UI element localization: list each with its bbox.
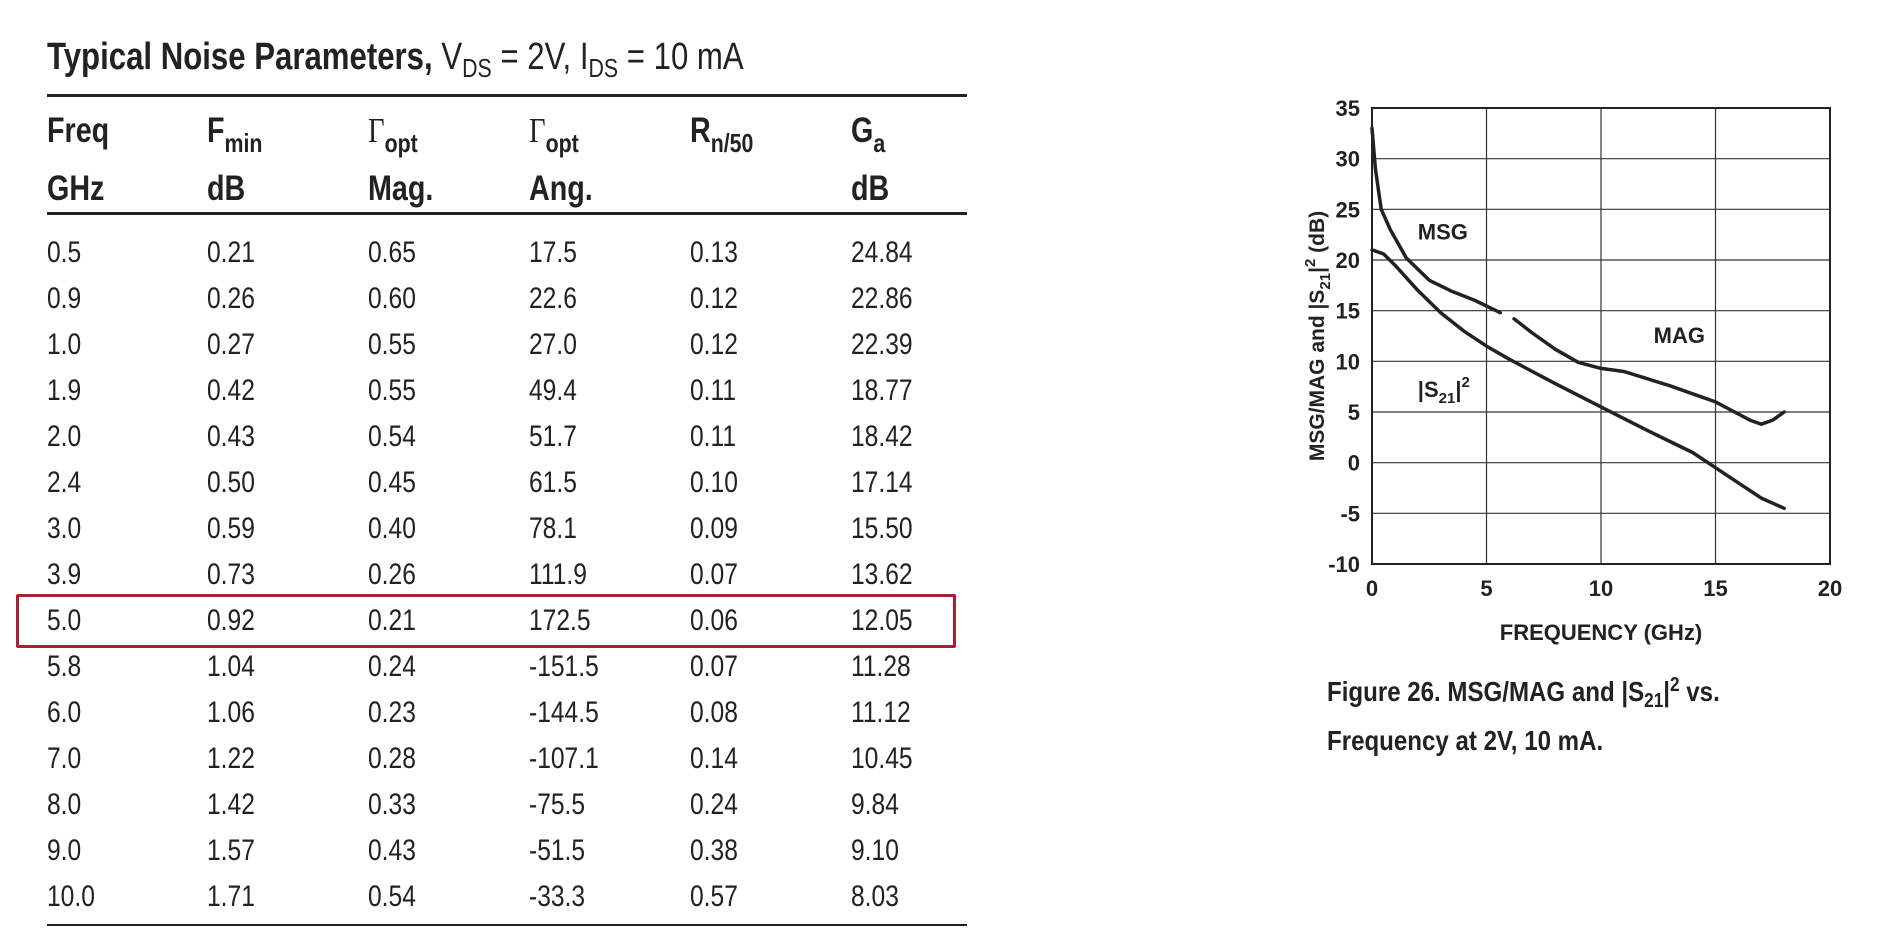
cell-rn50: 0.38 [690, 834, 738, 867]
cell-freq: 5.0 [47, 604, 82, 637]
x-tick-label: 5 [1480, 576, 1493, 601]
table-row [47, 276, 967, 322]
cell-rn50: 0.57 [690, 880, 738, 913]
cell-rn50: 0.14 [690, 742, 738, 775]
cell-gamma-mag: 0.40 [368, 512, 416, 545]
cell-gamma-mag: 0.65 [368, 236, 416, 269]
table-bottom-rule [47, 924, 967, 926]
cell-ga: 11.12 [851, 696, 911, 729]
cell-gamma-ang: 22.6 [529, 282, 577, 315]
cell-gamma-mag: 0.26 [368, 558, 416, 591]
cell-ga: 10.45 [851, 742, 913, 775]
cell-ga: 9.84 [851, 788, 899, 821]
cell-rn50: 0.07 [690, 558, 738, 591]
cell-gamma-mag: 0.60 [368, 282, 416, 315]
table-row [47, 828, 967, 874]
cell-fmin: 0.27 [207, 328, 255, 361]
cell-gamma-ang: 51.7 [529, 420, 577, 453]
y-axis-label: MSG/MAG and $|S_{21}|^2$ (dB) [1302, 210, 1334, 462]
cell-gamma-ang: -33.3 [529, 880, 586, 913]
cell-ga: 24.84 [851, 236, 913, 269]
series-annotation: $|S_{21}|^2$ [1417, 373, 1470, 407]
cell-ga: 13.62 [851, 558, 913, 591]
cell-gamma-mag: 0.55 [368, 328, 416, 361]
table-row [47, 552, 967, 598]
figure-caption: Figure 26. MSG/MAG and $|S_{21}|^2$ vs. Frequency at 2V, 10 mA. [1327, 674, 1720, 756]
cell-gamma-ang: -75.5 [529, 788, 586, 821]
cell-rn50: 0.07 [690, 650, 738, 683]
cell-rn50: 0.11 [690, 374, 737, 407]
series-line-mag [1514, 319, 1784, 424]
cell-freq: 1.9 [47, 374, 82, 407]
cell-ga: 11.28 [851, 650, 911, 683]
y-tick-label: -5 [1340, 501, 1360, 527]
cell-freq: 3.0 [47, 512, 82, 545]
x-tick-label: 10 [1588, 576, 1614, 601]
msg-mag-chart [1290, 90, 1870, 650]
cell-ga: 22.86 [851, 282, 913, 315]
cell-freq: 10.0 [47, 880, 95, 913]
cell-fmin: 1.06 [207, 696, 255, 729]
cell-freq: 3.9 [47, 558, 82, 591]
cell-fmin: 1.57 [207, 834, 255, 867]
table-row [47, 414, 967, 460]
cell-fmin: 1.71 [207, 880, 255, 913]
cell-ga: 12.05 [851, 604, 913, 637]
cell-rn50: 0.13 [690, 236, 738, 269]
cell-gamma-mag: 0.24 [368, 650, 416, 683]
cell-freq: 0.9 [47, 282, 82, 315]
cell-gamma-ang: -51.5 [529, 834, 586, 867]
cell-fmin: 1.22 [207, 742, 255, 775]
cell-freq: 0.5 [47, 236, 82, 269]
cell-gamma-mag: 0.43 [368, 834, 416, 867]
cell-freq: 5.8 [47, 650, 82, 683]
cell-rn50: 0.10 [690, 466, 738, 499]
cell-fmin: 0.50 [207, 466, 255, 499]
cell-rn50: 0.08 [690, 696, 738, 729]
y-tick-label: 15 [1335, 298, 1360, 324]
column-header-gamma-mag: $\Gamma_{opt}$ Mag. [368, 111, 434, 208]
x-tick-label: 20 [1817, 576, 1843, 601]
cell-gamma-ang: -151.5 [529, 650, 599, 683]
cell-gamma-mag: 0.54 [368, 880, 416, 913]
cell-rn50: 0.06 [690, 604, 738, 637]
table-header-rule [47, 212, 967, 215]
cell-fmin: 0.21 [207, 236, 255, 269]
cell-gamma-ang: -107.1 [529, 742, 599, 775]
cell-gamma-ang: 111.9 [529, 558, 587, 591]
cell-freq: 7.0 [47, 742, 82, 775]
table-row [47, 736, 967, 782]
cell-gamma-ang: -144.5 [529, 696, 599, 729]
series-annotation: MSG [1417, 219, 1468, 245]
cell-gamma-ang: 49.4 [529, 374, 577, 407]
table-row [47, 506, 967, 552]
cell-rn50: 0.12 [690, 328, 738, 361]
cell-fmin: 0.59 [207, 512, 255, 545]
cell-fmin: 0.43 [207, 420, 255, 453]
cell-freq: 6.0 [47, 696, 82, 729]
cell-fmin: 0.73 [207, 558, 255, 591]
y-tick-label: 10 [1335, 349, 1360, 375]
table-row [47, 782, 967, 828]
cell-freq: 2.0 [47, 420, 82, 453]
cell-freq: 1.0 [47, 328, 82, 361]
y-tick-label: 20 [1335, 248, 1360, 273]
cell-fmin: 0.42 [207, 374, 255, 407]
cell-gamma-mag: 0.45 [368, 466, 416, 499]
table-row [47, 874, 967, 920]
cell-ga: 15.50 [851, 512, 913, 545]
x-tick-label: 0 [1365, 576, 1379, 601]
cell-ga: 18.77 [851, 374, 913, 407]
table-row [47, 690, 967, 736]
cell-fmin: 0.26 [207, 282, 255, 315]
y-tick-label: 5 [1347, 400, 1360, 425]
y-tick-label: -10 [1328, 552, 1360, 577]
y-tick-label: 0 [1347, 450, 1360, 476]
cell-ga: 18.42 [851, 420, 913, 453]
cell-gamma-mag: 0.21 [368, 604, 416, 637]
table-row [47, 230, 967, 276]
column-header-gamma-ang: $\Gamma_{opt}$ Ang. [529, 111, 593, 208]
highlighted-row-box [16, 594, 956, 648]
cell-ga: 17.14 [851, 466, 913, 499]
y-tick-label: 25 [1335, 197, 1360, 223]
cell-rn50: 0.09 [690, 512, 738, 545]
table-row [47, 460, 967, 506]
cell-rn50: 0.24 [690, 788, 738, 821]
cell-freq: 2.4 [47, 466, 82, 499]
cell-rn50: 0.11 [690, 420, 737, 453]
table-row [47, 644, 967, 690]
series-annotation: MAG [1653, 323, 1705, 349]
cell-ga: 9.10 [851, 834, 899, 867]
table-row [47, 368, 967, 414]
y-tick-label: 30 [1335, 146, 1360, 172]
column-header-ga: $G_a$ dB [851, 111, 890, 208]
cell-gamma-ang: 17.5 [529, 236, 577, 269]
cell-gamma-ang: 27.0 [529, 328, 577, 361]
table-top-rule [47, 94, 967, 97]
table-title: Typical Noise Parameters, $V_{DS} = 2V$, $I_{DS} = 10$ mA [47, 36, 744, 83]
cell-gamma-mag: 0.23 [368, 696, 416, 729]
x-tick-label: 15 [1703, 576, 1728, 601]
column-header-freq: Freq GHz [47, 111, 110, 208]
cell-gamma-mag: 0.33 [368, 788, 416, 821]
table-row [47, 322, 967, 368]
column-header-rn50: $R_{n/50}$ [690, 111, 754, 158]
cell-gamma-ang: 172.5 [529, 604, 591, 637]
cell-fmin: 1.42 [207, 788, 255, 821]
cell-gamma-ang: 61.5 [529, 466, 577, 499]
cell-gamma-mag: 0.28 [368, 742, 416, 775]
cell-fmin: 1.04 [207, 650, 255, 683]
cell-gamma-ang: 78.1 [529, 512, 577, 545]
cell-gamma-mag: 0.54 [368, 420, 416, 453]
x-axis-label: FREQUENCY (GHz) [1499, 620, 1703, 645]
y-tick-label: 35 [1335, 96, 1360, 121]
cell-rn50: 0.12 [690, 282, 738, 315]
cell-gamma-mag: 0.55 [368, 374, 416, 407]
cell-ga: 8.03 [851, 880, 899, 913]
cell-ga: 22.39 [851, 328, 913, 361]
table-body [47, 230, 967, 920]
cell-fmin: 0.92 [207, 604, 255, 637]
cell-freq: 8.0 [47, 788, 82, 821]
column-header-fmin: $F_{min}$ dB [207, 111, 263, 208]
cell-freq: 9.0 [47, 834, 82, 867]
